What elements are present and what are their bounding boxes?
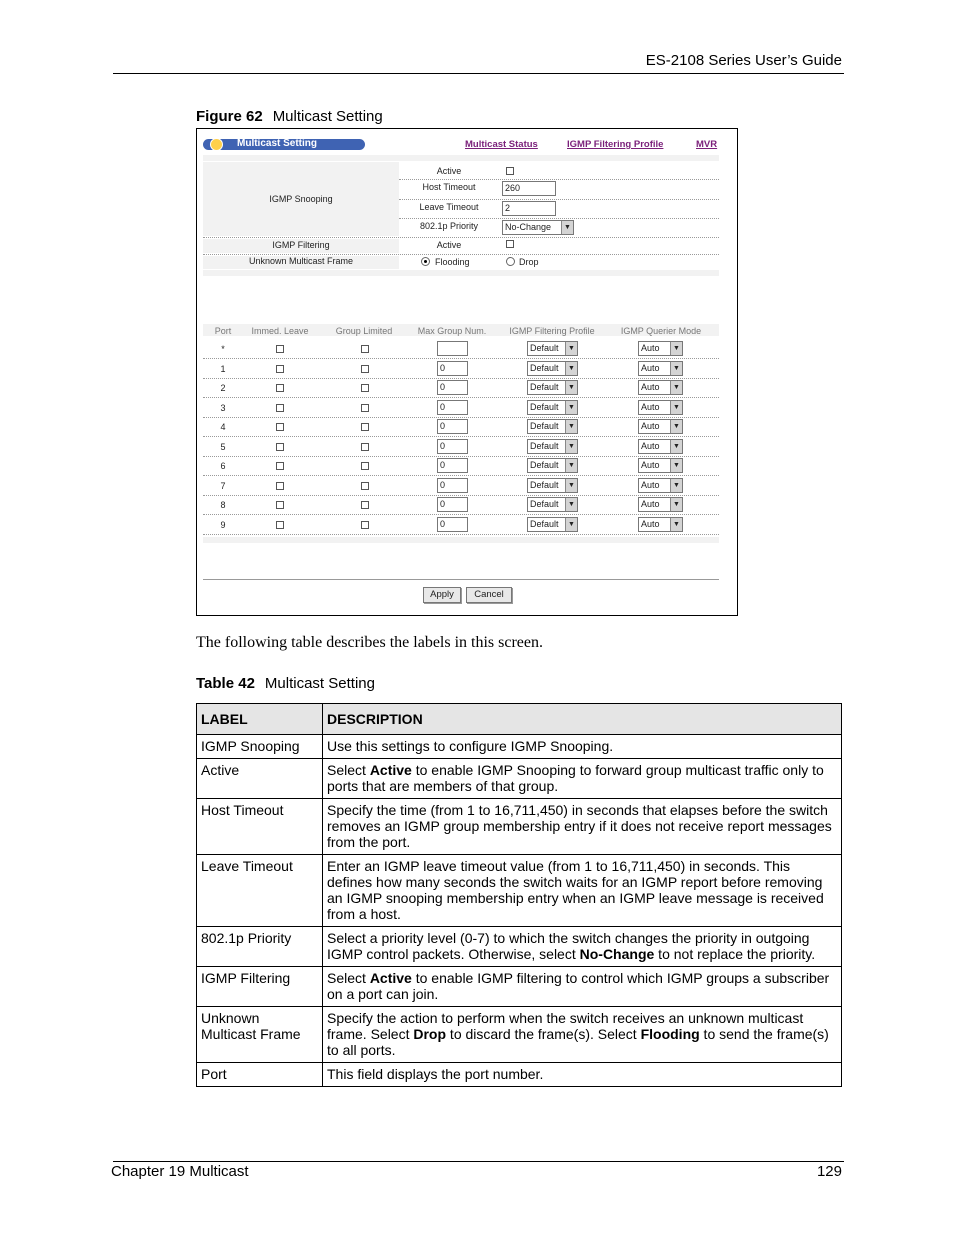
querier-mode-value: Auto: [641, 499, 660, 509]
chevron-down-icon: ▼: [670, 479, 682, 492]
chevron-down-icon: ▼: [565, 401, 577, 414]
row-description: [323, 735, 842, 759]
chevron-down-icon: ▼: [565, 342, 577, 355]
priority-selected-value: No-Change: [505, 222, 552, 232]
description-text: to send the frame(s) to all ports.: [327, 1026, 829, 1058]
immed-leave-checkbox[interactable]: [276, 384, 284, 392]
description-text: Select: [327, 970, 370, 986]
screenshot-frame: [196, 128, 738, 616]
filter-profile-value: Default: [530, 479, 559, 490]
row-description: [323, 927, 842, 967]
row-label: IGMP Snooping: [197, 735, 323, 759]
querier-mode-select[interactable]: [638, 439, 683, 454]
querier-mode-select[interactable]: [638, 517, 683, 532]
row-description: [323, 855, 842, 927]
chevron-down-icon: ▼: [670, 342, 682, 355]
settings-top-band: [203, 155, 719, 161]
querier-mode-select[interactable]: [638, 380, 683, 395]
figure-caption: [196, 108, 383, 125]
table-label: Table 42: [196, 675, 255, 692]
chevron-down-icon: ▼: [670, 362, 682, 375]
filter-profile-select[interactable]: [527, 439, 578, 454]
table-row: [197, 927, 842, 967]
host-timeout-label: Host Timeout: [422, 182, 476, 192]
igmp-filtering-profile-link[interactable]: IGMP Filtering Profile: [567, 139, 664, 150]
mvr-link[interactable]: MVR: [696, 139, 718, 150]
filter-profile-select[interactable]: [527, 341, 578, 356]
immed-leave-checkbox[interactable]: [276, 462, 284, 470]
filter-profile-select[interactable]: [527, 497, 578, 512]
filter-profile-value: Default: [530, 421, 559, 431]
table-row: [197, 855, 842, 927]
igmp-snooping-label: IGMP Snooping: [269, 194, 333, 204]
querier-mode-value: Auto: [641, 343, 660, 353]
row-divider: [203, 378, 719, 379]
col-querier-mode-header: IGMP Querier Mode: [620, 326, 702, 336]
description-text: to enable IGMP filtering to control which IGMP groups a subscriber on a port can join.: [327, 970, 830, 1002]
row-divider: [399, 199, 719, 200]
row-label: Unknown Multicast Frame: [197, 1007, 323, 1063]
chevron-down-icon: ▼: [565, 381, 577, 394]
group-limited-checkbox[interactable]: [361, 443, 369, 451]
querier-mode-value: Auto: [641, 440, 660, 451]
chevron-down-icon: ▼: [670, 518, 682, 531]
group-limited-checkbox[interactable]: [361, 384, 369, 392]
flooding-radio[interactable]: [421, 257, 430, 266]
bold-term: Active: [369, 970, 412, 986]
group-limited-checkbox[interactable]: [361, 365, 369, 373]
row-divider: [203, 237, 719, 238]
immed-leave-checkbox[interactable]: [276, 365, 284, 373]
table-row: [197, 1063, 842, 1087]
filter-profile-value: Default: [530, 518, 559, 529]
host-timeout-input[interactable]: 260: [502, 181, 556, 196]
table-row: [197, 1007, 842, 1063]
row-description: [323, 759, 842, 799]
port-number: 2: [220, 383, 226, 393]
filter-profile-select[interactable]: [527, 400, 578, 415]
immed-leave-checkbox[interactable]: [276, 404, 284, 412]
igmp-filtering-label: IGMP Filtering: [272, 240, 330, 250]
description-text: Select a priority level (0-7) to which the switch changes the priority in outgoing IGMP control packets. Otherwise, select: [327, 930, 810, 962]
description-text: Select: [327, 762, 370, 778]
col-group-limited-header: Group Limited: [335, 326, 393, 336]
leave-timeout-label: Leave Timeout: [419, 202, 479, 212]
filter-profile-value: Default: [530, 440, 559, 451]
chevron-down-icon: ▼: [565, 420, 577, 433]
row-label: Host Timeout: [197, 799, 323, 855]
col-filter-profile-header: IGMP Filtering Profile: [509, 326, 595, 336]
querier-mode-value: Auto: [641, 460, 660, 470]
querier-mode-value: Auto: [641, 421, 660, 431]
description-text: to enable IGMP Snooping to forward group multicast traffic only to ports that are members of that group.: [327, 762, 824, 794]
figure-title: Multicast Setting: [272, 108, 383, 125]
unknown-multicast-label: Unknown Multicast Frame: [248, 256, 354, 266]
row-label: Port: [197, 1063, 323, 1087]
filter-profile-value: Default: [530, 460, 559, 470]
group-limited-checkbox[interactable]: [361, 462, 369, 470]
screen-title-bar: [203, 139, 365, 150]
description-text: to not replace the priority.: [654, 946, 816, 962]
row-divider: [203, 254, 719, 255]
bold-term: Flooding: [640, 1026, 700, 1042]
description-column-header: DESCRIPTION: [323, 704, 842, 735]
chevron-down-icon: ▼: [565, 479, 577, 492]
button-divider: [203, 579, 719, 580]
apply-button[interactable]: Apply: [423, 587, 461, 603]
description-text: Use this settings to configure IGMP Snooping.: [327, 738, 614, 754]
max-group-input[interactable]: 0: [437, 419, 468, 434]
description-text: This field displays the port number.: [327, 1066, 544, 1082]
querier-mode-select[interactable]: [638, 458, 683, 473]
table-row: [197, 759, 842, 799]
page-number: 129: [816, 1163, 842, 1180]
col-max-group-header: Max Group Num.: [417, 326, 487, 336]
multicast-status-link[interactable]: Multicast Status: [465, 139, 538, 150]
port-number: 4: [220, 422, 226, 432]
filter-profile-value: Default: [530, 401, 559, 412]
max-group-input[interactable]: 0: [437, 361, 468, 376]
port-number: 5: [220, 441, 226, 452]
row-divider: [203, 436, 719, 437]
row-divider: [203, 456, 719, 457]
group-limited-checkbox[interactable]: [361, 501, 369, 509]
table-caption: [196, 675, 375, 692]
description-text: Specify the action to perform when the switch receives an unknown multicast frame. Select: [327, 1010, 804, 1042]
querier-mode-select[interactable]: [638, 400, 683, 415]
filter-profile-select[interactable]: [527, 361, 578, 376]
chevron-down-icon: ▼: [670, 401, 682, 414]
running-header: ES-2108 Series User’s Guide: [645, 52, 842, 69]
max-group-input[interactable]: 0: [437, 478, 468, 493]
port-number: 1: [220, 363, 226, 374]
immed-leave-checkbox[interactable]: [276, 443, 284, 451]
querier-mode-select[interactable]: [638, 497, 683, 512]
active-label: Active: [436, 166, 462, 176]
row-description: [323, 967, 842, 1007]
immed-leave-checkbox[interactable]: [276, 501, 284, 509]
port-number: 9: [220, 519, 226, 530]
row-divider: [203, 475, 719, 476]
chevron-down-icon: ▼: [565, 362, 577, 375]
port-table-bottom-band: [203, 537, 719, 543]
priority-select[interactable]: [502, 220, 574, 235]
bold-term: Active: [369, 762, 412, 778]
port-number: 7: [220, 480, 226, 491]
immed-leave-checkbox[interactable]: [276, 345, 284, 353]
max-group-input[interactable]: 0: [437, 439, 468, 454]
header-rule: [113, 73, 844, 74]
footer-chapter: Chapter 19 Multicast: [111, 1163, 249, 1180]
row-label: Active: [197, 759, 323, 799]
querier-mode-value: Auto: [641, 518, 660, 529]
igmp-snooping-active-checkbox[interactable]: [506, 167, 514, 175]
chevron-down-icon: ▼: [565, 498, 577, 511]
title-bullet-icon: [210, 138, 223, 151]
group-limited-checkbox[interactable]: [361, 482, 369, 490]
group-limited-checkbox[interactable]: [361, 404, 369, 412]
max-group-input[interactable]: 0: [437, 497, 468, 512]
filter-profile-value: Default: [530, 499, 559, 509]
col-immed-leave-header: Immed. Leave: [251, 326, 309, 336]
row-divider: [203, 358, 719, 359]
port-number: 3: [220, 402, 226, 413]
label-column-header: LABEL: [197, 704, 323, 735]
row-divider: [203, 534, 719, 535]
row-description: [323, 799, 842, 855]
row-label: IGMP Filtering: [197, 967, 323, 1007]
filter-profile-select[interactable]: [527, 419, 578, 434]
max-group-input[interactable]: 0: [437, 400, 468, 415]
description-text: Enter an IGMP leave timeout value (from 1 to 16,711,450) in seconds. This defines how many seconds the switch waits for an IGMP report before removing an IGMP snooping membership entry when an IGMP leave message is received from a host.: [327, 858, 824, 922]
cancel-button[interactable]: Cancel: [466, 587, 512, 603]
immed-leave-checkbox[interactable]: [276, 423, 284, 431]
table-row: [197, 735, 842, 759]
filter-profile-select[interactable]: [527, 517, 578, 532]
row-divider: [203, 495, 719, 496]
immed-leave-checkbox[interactable]: [276, 482, 284, 490]
row-label: 802.1p Priority: [197, 927, 323, 967]
figure-label: Figure 62: [196, 108, 263, 125]
bold-term: Drop: [413, 1026, 447, 1042]
row-divider: [399, 218, 719, 219]
max-group-input[interactable]: 0: [437, 458, 468, 473]
priority-label: 802.1p Priority: [419, 221, 479, 231]
filter-profile-value: Default: [530, 382, 559, 392]
table-header-row: [197, 704, 842, 735]
drop-radio[interactable]: [506, 257, 515, 266]
group-limited-checkbox[interactable]: [361, 521, 369, 529]
screen-title: Multicast Setting: [237, 138, 318, 149]
chevron-down-icon: ▼: [670, 459, 682, 472]
row-divider: [203, 397, 719, 398]
immed-leave-checkbox[interactable]: [276, 521, 284, 529]
igmp-filtering-active-checkbox[interactable]: [506, 240, 514, 248]
port-number: *: [221, 344, 225, 354]
filter-profile-value: Default: [530, 362, 559, 373]
chevron-down-icon: ▼: [565, 440, 577, 453]
querier-mode-select[interactable]: [638, 478, 683, 493]
filtering-active-label: Active: [436, 240, 462, 250]
filter-profile-select[interactable]: [527, 478, 578, 493]
row-description: [323, 1063, 842, 1087]
table-row: [197, 799, 842, 855]
chevron-down-icon: ▼: [670, 498, 682, 511]
querier-mode-select[interactable]: [638, 341, 683, 356]
querier-mode-value: Auto: [641, 382, 660, 392]
bold-term: No-Change: [579, 946, 655, 962]
description-text: Specify the time (from 1 to 16,711,450) in seconds that elapses before the switch removes an IGMP group membership entry if it does not receive report messages from the port.: [327, 802, 832, 850]
description-table-body: [197, 735, 842, 1087]
row-divider: [203, 417, 719, 418]
port-number: 8: [220, 500, 226, 510]
row-divider: [399, 179, 719, 180]
row-description: [323, 1007, 842, 1063]
querier-mode-select[interactable]: [638, 361, 683, 376]
settings-bottom-band: [203, 270, 719, 276]
group-limited-checkbox[interactable]: [361, 345, 369, 353]
table-row: [197, 967, 842, 1007]
row-divider: [203, 514, 719, 515]
table-title: Multicast Setting: [264, 675, 375, 692]
description-text: to discard the frame(s). Select: [446, 1026, 641, 1042]
chevron-down-icon: ▼: [670, 440, 682, 453]
max-group-input[interactable]: [437, 341, 468, 356]
chevron-down-icon: ▼: [561, 221, 573, 234]
chevron-down-icon: ▼: [565, 518, 577, 531]
querier-mode-value: Auto: [641, 479, 660, 490]
filter-profile-value: Default: [530, 343, 559, 353]
body-paragraph: The following table describes the labels in this screen.: [196, 634, 544, 651]
description-table: [196, 703, 842, 1087]
port-number: 6: [220, 461, 226, 471]
filter-profile-select[interactable]: [527, 458, 578, 473]
querier-mode-value: Auto: [641, 362, 660, 373]
chevron-down-icon: ▼: [670, 420, 682, 433]
querier-mode-select[interactable]: [638, 419, 683, 434]
max-group-input[interactable]: 0: [437, 380, 468, 395]
row-label: Leave Timeout: [197, 855, 323, 927]
flooding-label: Flooding: [435, 257, 470, 267]
footer-rule: [113, 1161, 844, 1162]
querier-mode-value: Auto: [641, 401, 660, 412]
chevron-down-icon: ▼: [670, 381, 682, 394]
leave-timeout-input[interactable]: 2: [502, 201, 556, 216]
max-group-input[interactable]: 0: [437, 517, 468, 532]
drop-label: Drop: [519, 257, 539, 267]
col-port-header: Port: [214, 326, 232, 336]
chevron-down-icon: ▼: [565, 459, 577, 472]
group-limited-checkbox[interactable]: [361, 423, 369, 431]
filter-profile-select[interactable]: [527, 380, 578, 395]
